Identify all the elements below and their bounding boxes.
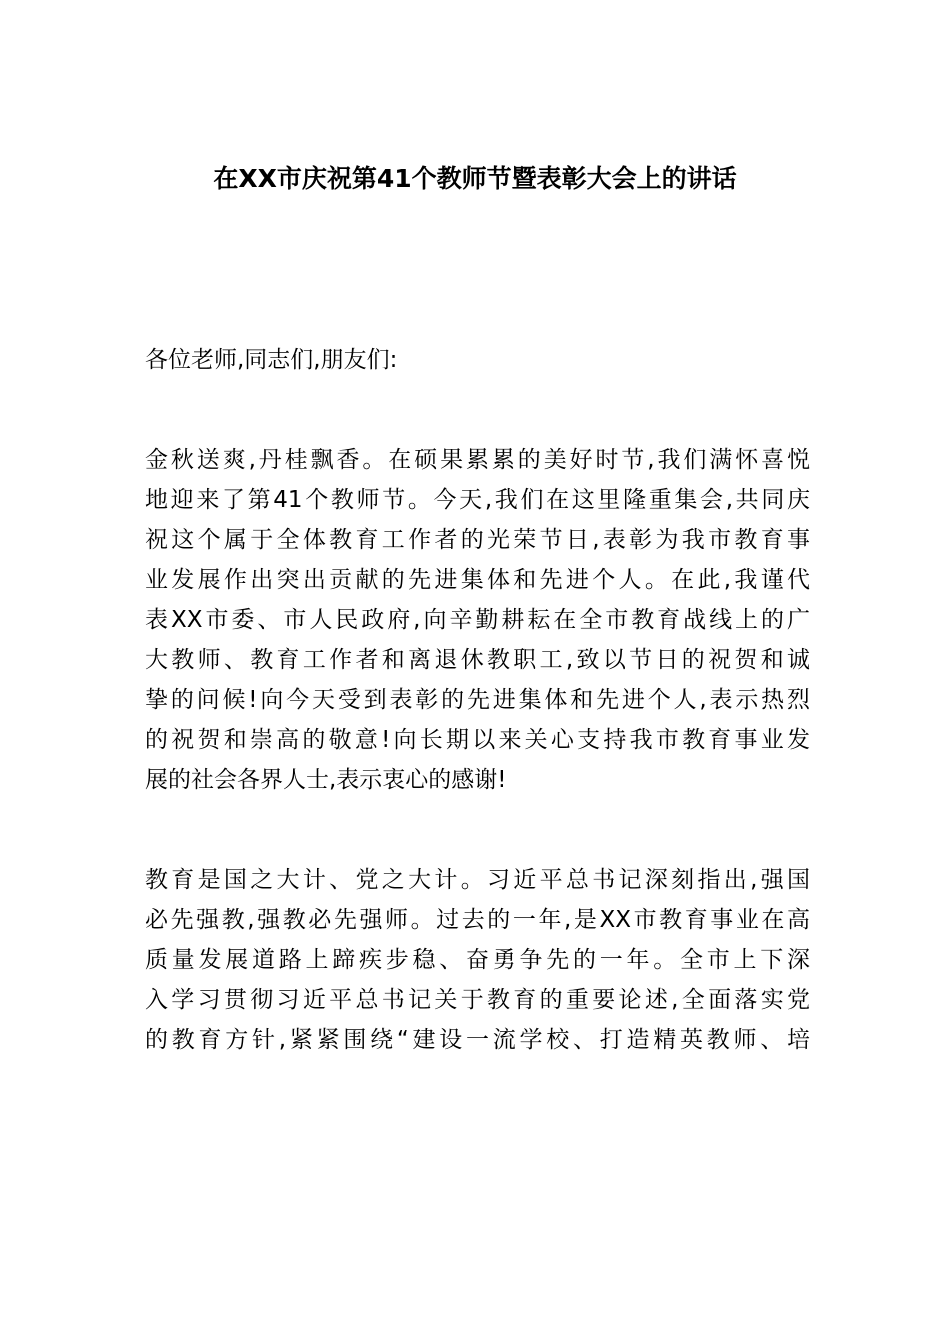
- document-body: [145, 340, 810, 1060]
- document-title: 在XX市庆祝第41个教师节暨表彰大会上的讲话: [213, 164, 737, 193]
- paragraph-line: 教育是国之大计、党之大计。习近平总书记深刻指出,强国: [145, 867, 810, 893]
- paragraph-line: 金秋送爽,丹桂飘香。在硕果累累的美好时节,我们满怀喜悦: [145, 447, 810, 473]
- paragraph-line: 的教育方针,紧紧围绕“建设一流学校、打造精英教师、培: [145, 1027, 810, 1053]
- salutation: 各位老师,同志们,朋友们:: [145, 347, 398, 373]
- paragraph-line: 必先强教,强教必先强师。过去的一年,是XX市教育事业在高: [145, 907, 810, 933]
- paragraph-line: 祝这个属于全体教育工作者的光荣节日,表彰为我市教育事: [145, 527, 810, 553]
- paragraph-line: 挚的问候!向今天受到表彰的先进集体和先进个人,表示热烈: [145, 687, 810, 713]
- paragraph-2: [145, 860, 810, 1060]
- paragraph-line: 地迎来了第41个教师节。今天,我们在这里隆重集会,共同庆: [145, 487, 810, 513]
- paragraph-line: 业发展作出突出贡献的先进集体和先进个人。在此,我谨代: [145, 567, 810, 593]
- paragraph-line: 大教师、教育工作者和离退休教职工,致以节日的祝贺和诚: [145, 647, 810, 673]
- paragraph-line: 表XX市委、市人民政府,向辛勤耕耘在全市教育战线上的广: [145, 607, 810, 633]
- paragraph-line: 入学习贯彻习近平总书记关于教育的重要论述,全面落实党: [145, 987, 810, 1013]
- paragraph-1: [145, 440, 810, 800]
- paragraph-line: 质量发展道路上蹄疾步稳、奋勇争先的一年。全市上下深: [145, 947, 810, 973]
- paragraph-line: 展的社会各界人士,表示衷心的感谢!: [145, 767, 507, 793]
- paragraph-line: 的祝贺和崇高的敬意!向长期以来关心支持我市教育事业发: [145, 727, 810, 753]
- paragraph-gap: [145, 800, 810, 860]
- paragraph-gap: [145, 380, 810, 440]
